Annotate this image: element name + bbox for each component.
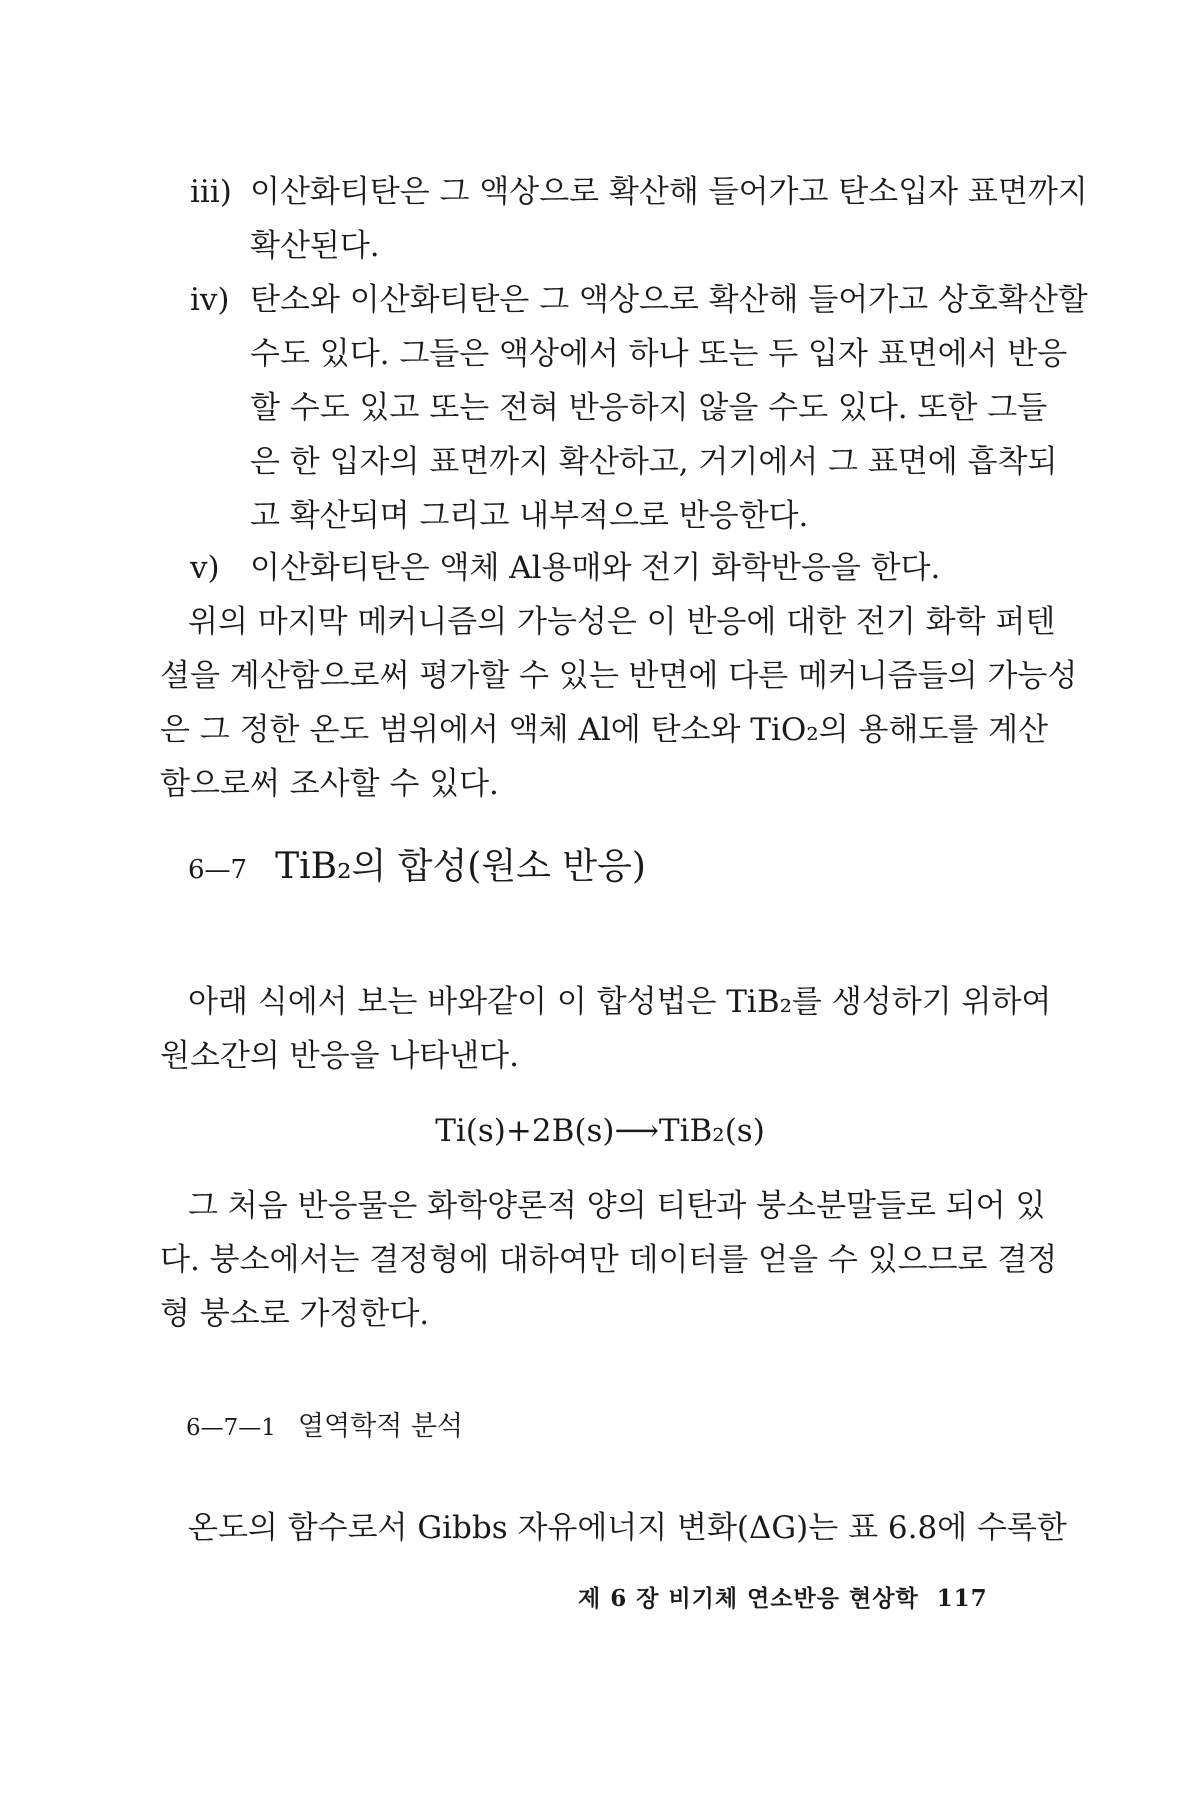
paragraph-2-line-2: 원소간의 반응을 나타낸다.	[160, 1038, 519, 1074]
chapter-title: 제 6 장 비기체 연소반응 현상학	[578, 1585, 919, 1612]
section-heading	[188, 845, 646, 892]
paragraph-4-line-1: 온도의 함수로서 Gibbs 자유에너지 변화(ΔG)는 표 6.8에 수록한	[188, 1510, 1067, 1546]
section-title: TiB₂의 합성(원소 반응)	[275, 846, 646, 887]
paragraph-1-line-4: 함으로써 조사할 수 있다.	[160, 766, 499, 802]
section-number: 6—7	[188, 855, 248, 885]
list-label-iii: iii)	[190, 174, 232, 210]
list-item-iv-line-4: 은 한 입자의 표면까지 확산하고, 거기에서 그 표면에 흡착되	[250, 444, 1058, 480]
page-footer	[578, 1582, 988, 1616]
paragraph-1-line-3: 은 그 정한 온도 범위에서 액체 Al에 탄소와 TiO₂의 용해도를 계산	[160, 712, 1049, 748]
list-item-iii-line-1: 이산화티탄은 그 액상으로 확산해 들어가고 탄소입자 표면까지	[250, 174, 1088, 210]
list-label-iv: iv)	[190, 282, 230, 318]
paragraph-3-line-3: 형 붕소로 가정한다.	[160, 1296, 430, 1332]
subsection-heading	[186, 1407, 463, 1448]
paragraph-3-line-1: 그 처음 반응물은 화학양론적 양의 티탄과 붕소분말들로 되어 있	[188, 1188, 1046, 1224]
paragraph-2-line-1: 아래 식에서 보는 바와같이 이 합성법은 TiB₂를 생성하기 위하여	[188, 984, 1052, 1020]
paragraph-3-line-2: 다. 붕소에서는 결정형에 대하여만 데이터를 얻을 수 있으므로 결정	[160, 1242, 1058, 1278]
list-item-iv-line-2: 수도 있다. 그들은 액상에서 하나 또는 두 입자 표면에서 반응	[250, 336, 1068, 372]
paragraph-1-line-1: 위의 마지막 메커니즘의 가능성은 이 반응에 대한 전기 화학 퍼텐	[188, 604, 1056, 640]
page-number: 117	[936, 1585, 988, 1612]
subsection-title: 열역학적 분석	[297, 1411, 463, 1442]
list-item-iii-line-2: 확산된다.	[250, 228, 380, 264]
subsection-number: 6—7—1	[186, 1415, 276, 1441]
list-item-iv-line-1: 탄소와 이산화티탄은 그 액상으로 확산해 들어가고 상호확산할	[250, 282, 1088, 318]
list-item-iv-line-5: 고 확산되며 그리고 내부적으로 반응한다.	[250, 498, 809, 534]
reaction-equation: Ti(s)+2B(s)⟶TiB₂(s)	[435, 1113, 765, 1149]
list-item-v-line-1: 이산화티탄은 액체 Al용매와 전기 화학반응을 한다.	[250, 550, 941, 586]
paragraph-1-line-2: 셜을 계산함으로써 평가할 수 있는 반면에 다른 메커니즘들의 가능성	[160, 658, 1078, 694]
list-label-v: v)	[190, 550, 220, 586]
list-item-iv-line-3: 할 수도 있고 또는 전혀 반응하지 않을 수도 있다. 또한 그들	[250, 390, 1048, 426]
